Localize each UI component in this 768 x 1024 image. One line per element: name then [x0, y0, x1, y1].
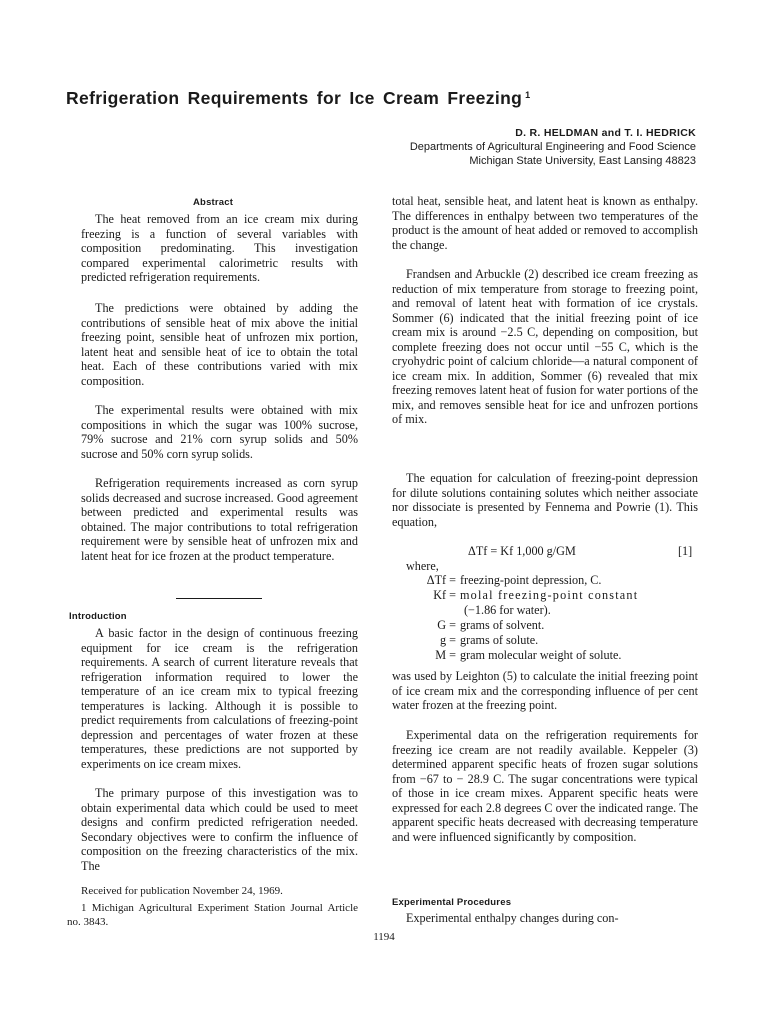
abstract-paragraph: The predictions were obtained by adding the contributions of sensible heat of mix above the initial freezing point, sensible heat of unfrozen mix portion, latent heat and sensible heat of ice to obtain the total heat. Each of these contributions varied with mix composition.	[81, 301, 358, 388]
body-paragraph: total heat, sensible heat, and latent heat is known as enthalpy. The differences in enthalpy between two temperatures of the product is the amount of heat added or removed to accomplish the change.	[392, 194, 698, 252]
definition-text: grams of solute.	[460, 633, 539, 647]
introduction-heading: Introduction	[69, 611, 127, 622]
definition-text: gram molecular weight of solute.	[460, 648, 622, 662]
definition-row	[392, 648, 698, 663]
section-divider	[176, 598, 262, 599]
body-paragraph: Experimental enthalpy changes during con-	[406, 911, 619, 925]
definition-row	[392, 633, 698, 648]
footnote-1-text: Michigan Agricultural Experiment Station Journal Article no. 3843.	[67, 902, 359, 928]
footnote-received-text: Received for publication November 24, 1969.	[81, 885, 283, 897]
equation-number: [1]	[678, 544, 693, 558]
footnote-received	[81, 884, 358, 898]
where-label: where,	[406, 559, 439, 573]
definition-symbol: G =	[437, 618, 456, 632]
article-title-text: Refrigeration Requirements for Ice Cream Freezing	[66, 88, 523, 108]
introduction-paragraph: The primary purpose of this investigation was to obtain experimental data which could be used to meet designs and confirm predicted refrigeration needed. Secondary objectives were to confirm the influence of composition on the freezing characteristics of the mix. The	[81, 786, 358, 873]
affiliation-university: Michigan State University, East Lansing 48823	[469, 155, 696, 167]
body-paragraph: was used by Leighton (5) to calculate the initial freezing point of ice cream mix and the corresponding influence of per cent water frozen at the freezing point.	[392, 669, 698, 713]
page-number: 1194	[373, 931, 395, 943]
definition-row	[392, 573, 698, 588]
definition-symbol: Kf =	[433, 588, 456, 602]
affiliation-department: Departments of Agricultural Engineering and Food Science	[409, 141, 696, 153]
definition-symbol: M =	[435, 648, 456, 662]
abstract-paragraph: The experimental results were obtained with mix compositions in which the sugar was 100% sucrose, 79% sucrose and 21% corn syrup solids and 50% sucrose and 50% corn syrup solids.	[81, 403, 358, 461]
introduction-paragraph: A basic factor in the design of continuous freezing equipment for ice cream is the refrigeration requirements. A search of current literature reveals that refrigeration information required to lower the temperature of an ice cream mix to typical freezing temperatures is lacking. Although it is possible to predict requirements from calculations of freezing-point depression and percentages of water frozen at these temperatures, these predictions are not supported by experiments on ice cream mixes.	[81, 626, 358, 771]
definition-text: (−1.86 for water).	[464, 603, 551, 617]
abstract-paragraph: The heat removed from an ice cream mix during freezing is a function of several variables with composition predominating. This investigation compared experimental calorimetric results with predicted refrigeration requirements.	[81, 212, 358, 285]
equation-1: ΔTf = Kf 1,000 g/GM	[468, 544, 576, 558]
footnote-1-mark: 1	[81, 902, 87, 914]
definition-row	[392, 603, 698, 618]
author-line: D. R. HELDMAN and T. I. HEDRICK	[515, 127, 696, 139]
body-paragraph: Frandsen and Arbuckle (2) described ice cream freezing as reduction of mix temperature from storage to freezing point, and removal of latent heat with formation of ice crystals. Sommer (6) indicated that the initial freezing point of ice cream mix is around −2.5 C, depending on composition, but complete freezing does not occur until −55 C, which is the cryohydric point of calcium chloride—a natural component of ice cream mix. In addition, Sommer (6) revealed that mix freezing removes latent heat of fusion for water portions of the mix, and removes sensible heat for ice and unfrozen portions of mix.	[392, 267, 698, 427]
definition-text: freezing-point depression, C.	[460, 573, 602, 587]
definition-text: grams of solvent.	[460, 618, 545, 632]
title-footnote-mark: 1	[525, 90, 531, 100]
article-title	[66, 88, 531, 109]
definition-symbol: g =	[439, 633, 456, 647]
body-paragraph: The equation for calculation of freezing-point depression for dilute solutions containing solutes which neither associate nor dissociate is presented by Fennema and Powrie (1). This equation,	[392, 471, 698, 529]
abstract-paragraph: Refrigeration requirements increased as corn syrup solids decreased and sucrose increased. Good agreement between predicted and experimental results was obtained. The major contributions to total refrigeration requirement were by sensible heat of unfrozen mix and latent heat for ice frozen at the product temperature.	[81, 476, 358, 563]
abstract-heading: Abstract	[193, 197, 234, 208]
definition-row	[392, 588, 698, 603]
footnote-1	[67, 901, 358, 929]
definition-text: molal freezing-point constant	[460, 588, 639, 602]
procedures-heading: Experimental Procedures	[392, 897, 512, 908]
definition-row	[392, 618, 698, 633]
body-paragraph: Experimental data on the refrigeration requirements for freezing ice cream are not readily available. Keppeler (3) determined apparent specific heats of frozen sugar solutions from −67 to − 28.9 C. The sugar concentrations were typical of those in ice cream mixes. Apparent specific heats were expressed for each 2.8 degrees C over the indicated range. The apparent specific heats decreased with decreasing temperature and were influenced significantly by composition.	[392, 728, 698, 844]
definition-symbol: ΔTf =	[426, 573, 456, 587]
